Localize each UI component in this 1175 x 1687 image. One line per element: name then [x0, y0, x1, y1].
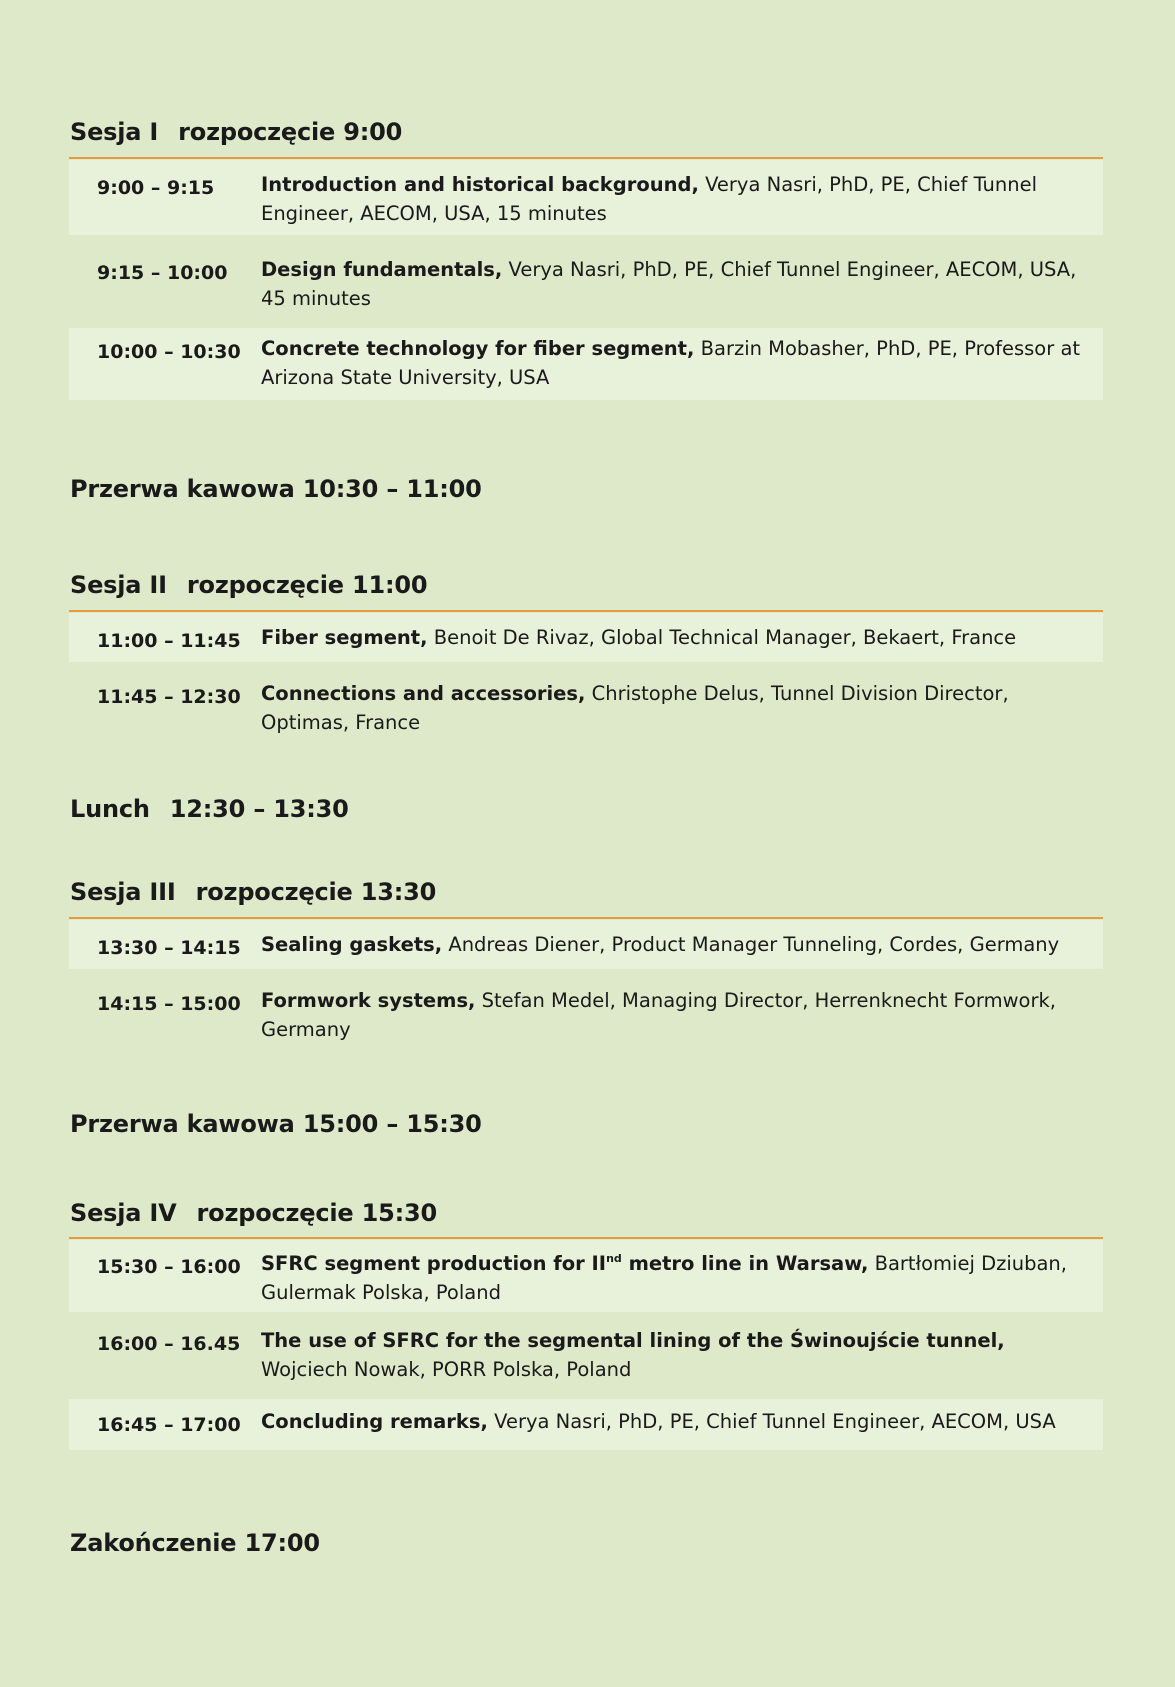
row-description: [261, 986, 1095, 1044]
row-title-pre: SFRC segment production for II: [261, 1252, 607, 1275]
row-description: [261, 334, 1095, 392]
row-title: Concluding remarks,: [261, 1410, 488, 1433]
session-1-label: Sesja I: [70, 118, 159, 146]
agenda-row: [69, 328, 1103, 400]
session-2-rule: [69, 610, 1103, 612]
session-4-heading: [70, 1199, 437, 1227]
lunch-time: 12:30 – 13:30: [169, 795, 349, 823]
agenda-row: [69, 613, 1103, 662]
row-title: Connections and accessories,: [261, 682, 586, 705]
row-time: 9:15 – 10:00: [97, 262, 228, 284]
session-1-heading: [70, 118, 402, 146]
row-title-sup: nd: [606, 1252, 622, 1265]
lunch-heading: [70, 795, 349, 823]
row-speaker: Stefan Medel, Managing Director, Herrenknecht Formwork, Germany: [261, 989, 1056, 1041]
session-4-rule: [69, 1237, 1103, 1239]
row-speaker: Wojciech Nowak, PORR Polska, Poland: [261, 1358, 632, 1381]
row-time: 16:45 – 17:00: [97, 1414, 241, 1436]
row-time: 16:00 – 16.45: [97, 1333, 241, 1355]
session-4-start: rozpoczęcie 15:30: [196, 1199, 438, 1227]
row-speaker: Verya Nasri, PhD, PE, Chief Tunnel Engineer, AECOM, USA, 45 minutes: [261, 258, 1077, 310]
row-title: Design fundamentals,: [261, 258, 503, 281]
row-speaker: Benoit De Rivaz, Global Technical Manager, Bekaert, France: [427, 626, 1017, 649]
row-time: 11:00 – 11:45: [97, 630, 241, 652]
row-speaker: Barzin Mobasher, PhD, PE, Professor at Arizona State University, USA: [261, 337, 1081, 389]
row-title: Sealing gaskets,: [261, 933, 443, 956]
session-3-start: rozpoczęcie 13:30: [195, 878, 437, 906]
agenda-row: [69, 1399, 1103, 1450]
row-time: 10:00 – 10:30: [97, 341, 241, 363]
row-title: Formwork systems,: [261, 989, 476, 1012]
session-1-rule: [69, 157, 1103, 159]
row-title-post: metro line in Warsaw,: [621, 1252, 869, 1275]
coffee-break-1: Przerwa kawowa 10:30 – 11:00: [70, 475, 482, 503]
row-title: Concrete technology for fiber segment,: [261, 337, 695, 360]
row-title: [261, 1252, 868, 1275]
row-description: [261, 930, 1095, 959]
agenda-row: [69, 1320, 1103, 1392]
agenda-row: [69, 670, 1103, 742]
row-description: [261, 170, 1095, 228]
end-heading: Zakończenie 17:00: [70, 1529, 320, 1557]
session-4-label: Sesja IV: [70, 1199, 177, 1227]
session-3-label: Sesja III: [70, 878, 176, 906]
row-description: [261, 255, 1095, 313]
row-description: [261, 1326, 1095, 1384]
lunch-label: Lunch: [70, 795, 150, 823]
session-2-heading: [70, 571, 427, 599]
row-description: [261, 679, 1095, 737]
session-2-label: Sesja II: [70, 571, 167, 599]
row-title: Fiber segment,: [261, 626, 428, 649]
row-time: 11:45 – 12:30: [97, 686, 241, 708]
agenda-row: [69, 244, 1103, 315]
session-1-start: rozpoczęcie 9:00: [178, 118, 403, 146]
session-3-rule: [69, 917, 1103, 919]
agenda-row: [69, 1240, 1103, 1312]
row-speaker: Christophe Delus, Tunnel Division Director, Optimas, France: [261, 682, 1009, 734]
row-speaker: Verya Nasri, PhD, PE, Chief Tunnel Engineer, AECOM, USA, 15 minutes: [261, 173, 1038, 225]
coffee-break-2: Przerwa kawowa 15:00 – 15:30: [70, 1110, 482, 1138]
row-description: [261, 1407, 1095, 1436]
agenda-row: [69, 920, 1103, 969]
agenda-row: [69, 977, 1103, 1049]
row-time: 15:30 – 16:00: [97, 1256, 241, 1278]
row-description: [261, 623, 1095, 652]
row-title: Introduction and historical background,: [261, 173, 699, 196]
session-2-start: rozpoczęcie 11:00: [186, 571, 428, 599]
row-time: 14:15 – 15:00: [97, 993, 241, 1015]
row-speaker: Verya Nasri, PhD, PE, Chief Tunnel Engineer, AECOM, USA: [487, 1410, 1056, 1433]
row-time: 9:00 – 9:15: [97, 177, 215, 199]
row-speaker: Bartłomiej Dziuban, Gulermak Polska, Poland: [261, 1252, 1067, 1304]
agenda-row: [69, 160, 1103, 235]
session-3-heading: [70, 878, 436, 906]
row-description: [261, 1249, 1095, 1307]
row-title: The use of SFRC for the segmental lining of the Świnoujście tunnel,: [261, 1329, 1005, 1352]
row-time: 13:30 – 14:15: [97, 937, 241, 959]
row-speaker: Andreas Diener, Product Manager Tunneling, Cordes, Germany: [442, 933, 1060, 956]
